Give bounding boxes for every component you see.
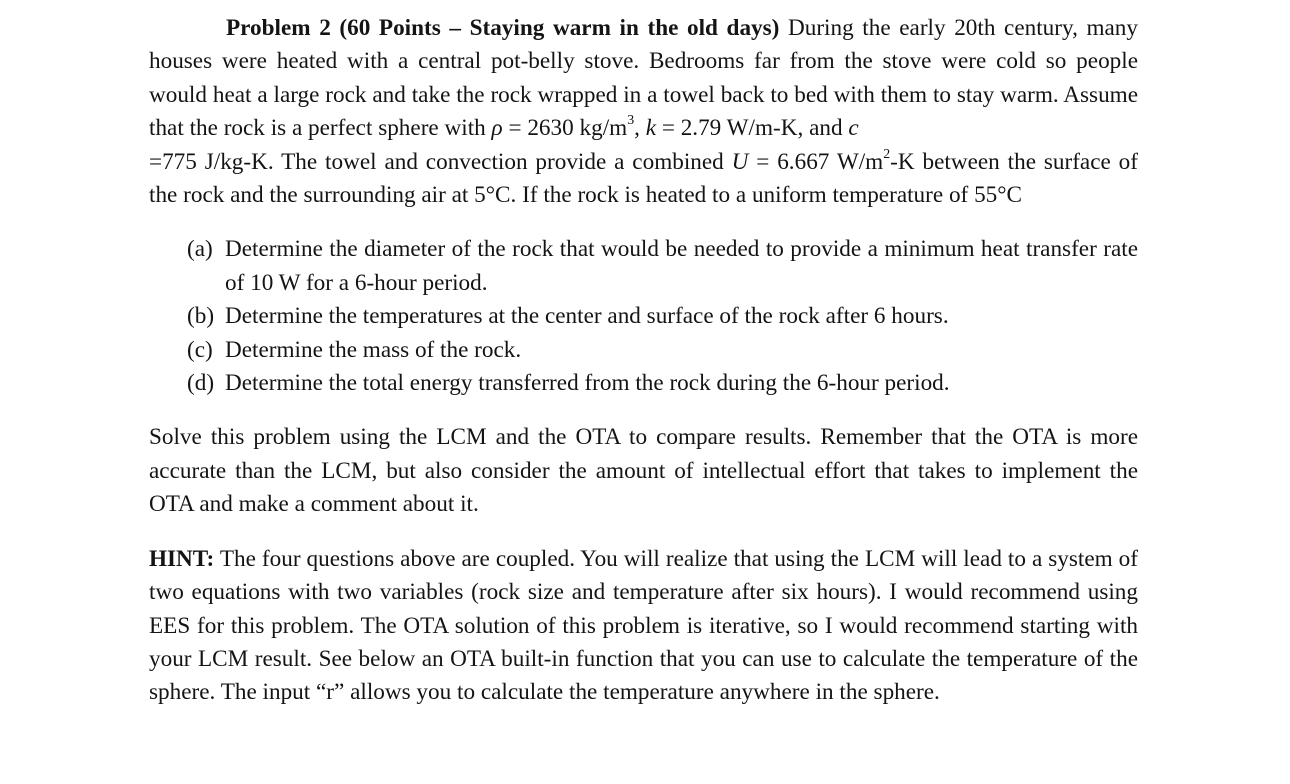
statement-text-1: During the early 20th century, many houses were heated with a central pot-belly stove. Bedrooms far from the stove were cold so people would heat a large rock and take the rock wrapped in a towel back to bed with them to stay warm. Assume that the rock is a perfect sphere with (149, 15, 1138, 142)
u-value: = 6.667 W/m (748, 148, 884, 175)
k-separator: , (634, 115, 646, 142)
conductivity-symbol: k (645, 115, 657, 142)
part-label: (b) (187, 303, 215, 330)
solve-instructions: Solve this problem using the LCM and the OTA to compare results. Remember that the OTA is more accurate than the LCM, but also consider the amount of intellectual effort that takes to implement the OTA and make a comment about it. (149, 424, 1138, 518)
part-label: (c) (187, 336, 213, 363)
specific-heat-symbol: c (848, 115, 859, 142)
density-value: = 2630 kg/m (502, 115, 628, 142)
question-part-a (187, 233, 1138, 300)
statement-text-3: -K between the surface of the rock and the surrounding air at 5°C. If the rock is heated to a uniform temperature of 55°C (149, 148, 1138, 209)
part-text: Determine the mass of the rock. (225, 336, 522, 363)
hint-paragraph (149, 543, 1138, 710)
part-label: (a) (187, 236, 213, 263)
part-label: (d) (187, 370, 215, 397)
density-exponent: 3 (627, 113, 635, 129)
part-text: Determine the total energy transferred from the rock during the 6-hour period. (225, 370, 950, 397)
problem-statement (149, 12, 1138, 212)
question-parts-list (149, 233, 1138, 400)
hint-text: The four questions above are coupled. You will realize that using the LCM will lead to a system of two equations with two variables (rock size and temperature after six hours). I would recommend using EES for this problem. The OTA solution of this problem is iterative, so I would recommend starting with your LCM result. See below an OTA built-in function that you can use to calculate the temperature of the sphere. The input “r” allows you to calculate the temperature anywhere in the sphere. (149, 545, 1138, 706)
question-part-d (187, 367, 1138, 400)
problem-heading: Problem 2 (60 Points – Staying warm in the old days) (226, 15, 780, 41)
part-text: Determine the diameter of the rock that would be needed to provide a minimum heat transfer rate of 10 W for a 6-hour period. (225, 236, 1138, 296)
conductivity-value: = 2.79 W/m-K, and (656, 115, 849, 142)
problem-document (149, 12, 1138, 710)
density-symbol: ρ (491, 115, 503, 142)
statement-text-2: =775 J/kg-K. The towel and convection provide a combined (149, 148, 732, 175)
question-part-b (187, 300, 1138, 333)
u-symbol: U (731, 148, 749, 175)
part-text: Determine the temperatures at the center and surface of the rock after 6 hours. (225, 303, 949, 330)
question-part-c (187, 334, 1138, 367)
u-exponent: 2 (883, 146, 891, 162)
hint-label: HINT: (149, 545, 215, 572)
